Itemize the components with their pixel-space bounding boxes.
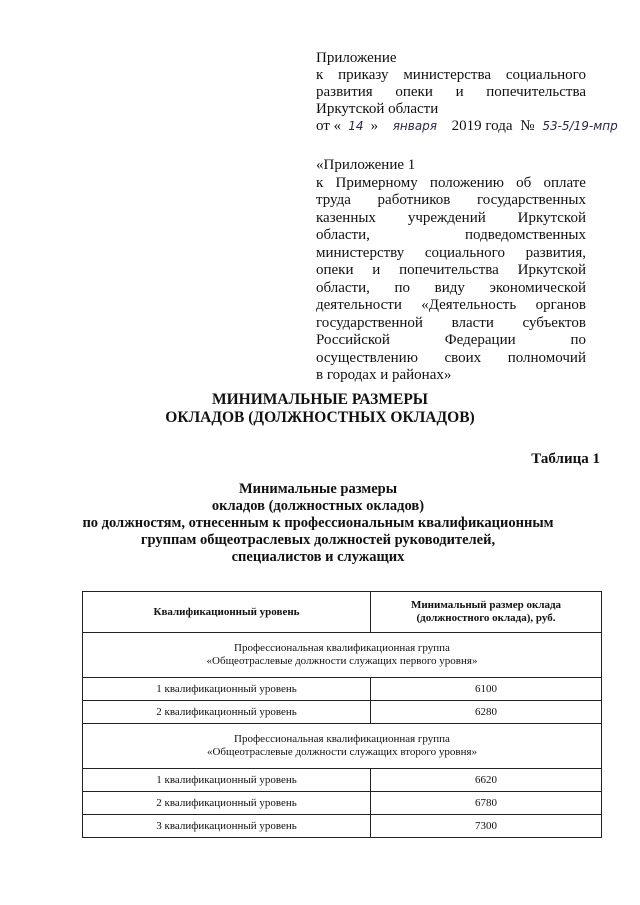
appendix1-line: «Приложение 1 — [316, 157, 416, 173]
appendix1-line: Российской Федерации по — [316, 332, 586, 348]
appendix-title: Приложение — [316, 50, 397, 66]
appendix-header — [316, 50, 618, 135]
main-title: МИНИМАЛЬНЫЕ РАЗМЕРЫ ОКЛАДОВ (ДОЛЖНОСТНЫХ ОКЛАДОВ) — [165, 391, 475, 426]
appendix1-line: осуществлению своих полномочий — [316, 349, 586, 366]
table-row — [83, 701, 602, 724]
appendix1-line: опеки и попечительства Иркутской — [316, 262, 586, 278]
level-cell: 1 квалификационный уровень — [83, 678, 371, 701]
appendix1-line: казенных учреждений Иркутской — [316, 209, 586, 226]
appendix1-line: деятельности «Деятельность органов — [316, 297, 586, 313]
salary-cell: 7300 — [371, 815, 602, 838]
group-row — [83, 633, 602, 678]
level-cell: 2 квалификационный уровень — [83, 792, 371, 815]
appendix1-line: труда работников государственных — [316, 192, 586, 208]
table-header-row — [83, 592, 602, 633]
table-row — [83, 678, 602, 701]
appendix1-line: в городах и районах» — [316, 367, 452, 383]
level-cell: 2 квалификационный уровень — [83, 701, 371, 724]
appendix1-block — [316, 157, 586, 385]
header-qualification-level: Квалификационный уровень — [83, 592, 371, 633]
appendix-region: Иркутской области — [316, 101, 439, 117]
handwritten-day: 14 — [348, 119, 364, 133]
salary-cell: 6280 — [371, 701, 602, 724]
appendix-line-1: к приказу министерства социального — [316, 67, 586, 83]
salary-cell: 6620 — [371, 769, 602, 792]
appendix-date-line: от « 14 » января 2019 года № 53-5/19-мпр — [316, 118, 618, 134]
appendix-line-2: развития опеки и попечительства — [316, 84, 586, 100]
group-title: Профессиональная квалификационная группа «Общеотраслевые должности служащих второго уровня» — [83, 724, 602, 769]
appendix1-line: государственной власти субъектов — [316, 314, 586, 331]
salary-table — [82, 591, 602, 838]
group-title: Профессиональная квалификационная группа «Общеотраслевые должности служащих первого уровня» — [83, 633, 602, 678]
group-row — [83, 724, 602, 769]
header-min-salary: Минимальный размер оклада (должностного оклада), руб. — [371, 592, 602, 633]
salary-cell: 6100 — [371, 678, 602, 701]
table-label: Таблица 1 — [531, 451, 600, 467]
appendix1-line: к Примерному положению об оплате — [316, 174, 586, 191]
appendix1-line: области, по виду экономической — [316, 279, 586, 296]
salary-cell: 6780 — [371, 792, 602, 815]
appendix1-line: министерству социального развития, — [316, 244, 586, 261]
level-cell: 3 квалификационный уровень — [83, 815, 371, 838]
appendix1-line: области, подведомственных — [316, 227, 586, 243]
table-subtitle: Минимальные размеры окладов (должностных окладов) по должностям, отнесенным к профессиональным квалификационным группам общеотраслевых должностей руководителей, специалистов и служащих — [82, 481, 554, 565]
level-cell: 1 квалификационный уровень — [83, 769, 371, 792]
handwritten-number: 53-5/19-мпр — [542, 119, 618, 133]
handwritten-month: января — [392, 119, 438, 133]
table-row — [83, 792, 602, 815]
table-row — [83, 815, 602, 838]
table-row — [83, 769, 602, 792]
